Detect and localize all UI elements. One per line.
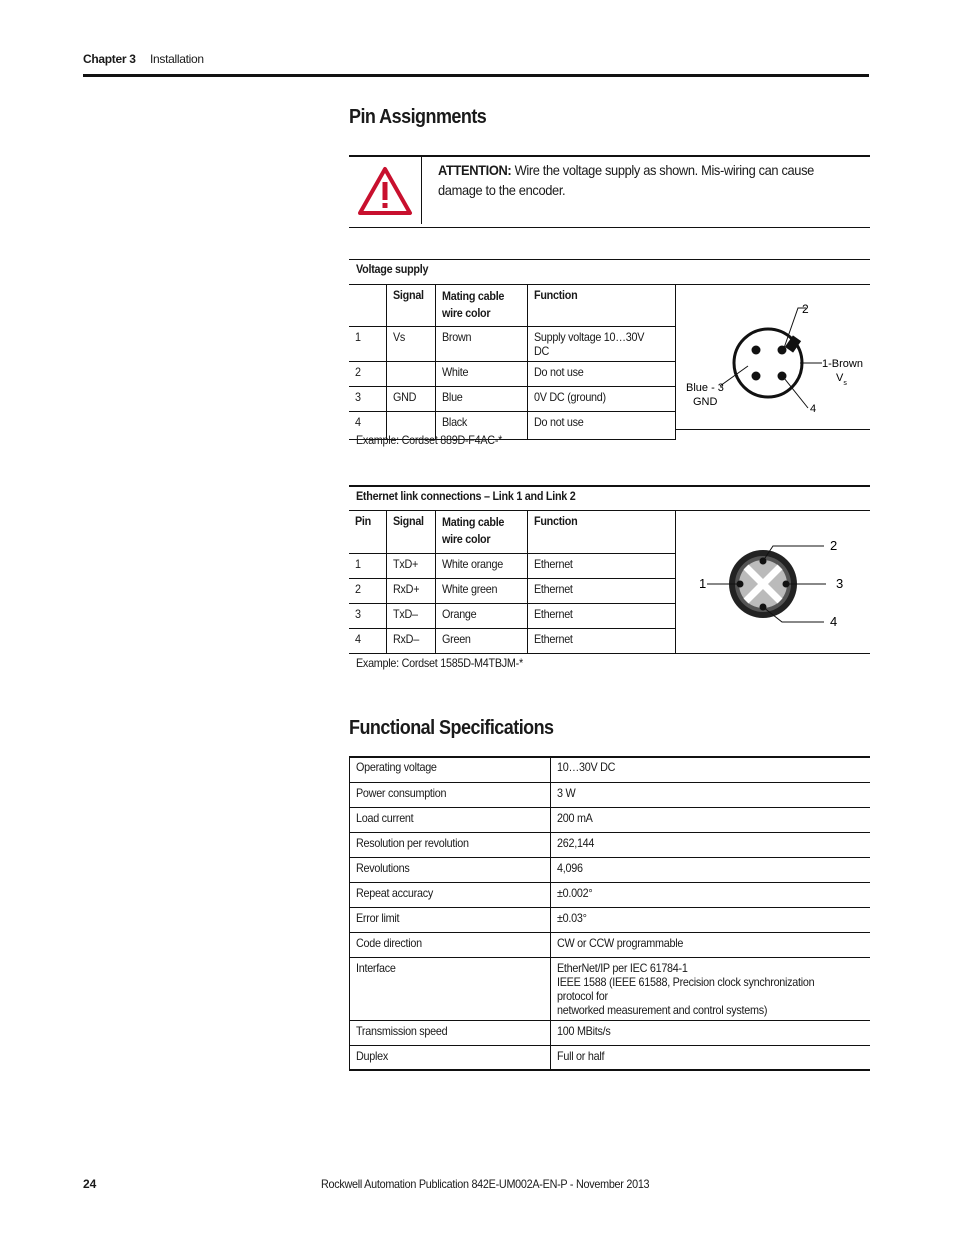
- pin3-label: Blue - 3: [686, 382, 724, 394]
- spec-value: 10…30V DC: [550, 757, 870, 782]
- spec-value: Full or half: [550, 1045, 870, 1070]
- voltage-example: Example: Cordset 889D-F4AC-*: [356, 433, 503, 447]
- table-cell: Blue: [436, 387, 528, 412]
- spec-name: Power consumption: [350, 782, 551, 807]
- table-row: [349, 554, 676, 579]
- spec-row: [350, 932, 871, 957]
- eth-pin2-label: 2: [830, 538, 838, 553]
- table-cell: RxD+: [387, 579, 436, 604]
- spec-name: Error limit: [350, 907, 551, 932]
- table-cell: TxD–: [387, 604, 436, 629]
- header-cell: [349, 285, 387, 327]
- table-cell: Ethernet: [528, 629, 676, 654]
- table-row: [349, 579, 676, 604]
- spec-row: [350, 832, 871, 857]
- table-cell: 3: [349, 387, 387, 412]
- spec-row: [350, 907, 871, 932]
- ethernet-example: Example: Cordset 1585D-M4TBJM-*: [356, 656, 523, 670]
- spec-value: ±0.03°: [550, 907, 870, 932]
- eth-pin3-label: 3: [836, 576, 844, 591]
- table-cell: 3: [349, 604, 387, 629]
- page-number: 24: [83, 1177, 97, 1191]
- eth-pin1-label: 1: [699, 576, 707, 591]
- table-row: [349, 629, 676, 654]
- spec-name: Operating voltage: [350, 757, 551, 782]
- spec-name: Resolution per revolution: [350, 832, 551, 857]
- voltage-connector-diagram: [676, 290, 866, 420]
- ethernet-diagram-bottom-rule: [675, 653, 870, 654]
- voltage-table-top-rule: [349, 259, 870, 260]
- table-cell: Ethernet: [528, 554, 676, 579]
- functional-specs-title: Functional Specifications: [349, 717, 554, 739]
- spec-value: 100 MBits/s: [550, 1020, 870, 1045]
- voltage-diagram-bottom-rule: [675, 429, 870, 430]
- attention-label: ATTENTION:: [438, 162, 512, 178]
- table-row: [349, 604, 676, 629]
- table-cell: Brown: [436, 327, 528, 362]
- header-cell: Mating cable wire color: [436, 511, 528, 554]
- table-cell: Do not use: [528, 362, 676, 387]
- spec-name: Load current: [350, 807, 551, 832]
- voltage-table-title: Voltage supply: [356, 262, 429, 276]
- table-cell: 1: [349, 327, 387, 362]
- warning-icon: [357, 166, 413, 216]
- spec-name: Transmission speed: [350, 1020, 551, 1045]
- attention-message: Wire the voltage supply as shown. Mis-wiring can cause damage to the encoder.: [438, 162, 814, 198]
- table-cell: White: [436, 362, 528, 387]
- spec-value: 200 mA: [550, 807, 870, 832]
- spec-name: Revolutions: [350, 857, 551, 882]
- voltage-supply-table: [349, 284, 676, 440]
- table-header-row: [349, 285, 676, 327]
- pin1-label: 1-Brown: [822, 358, 863, 370]
- gnd-label: GND: [693, 396, 718, 408]
- table-cell: 4: [349, 412, 387, 440]
- table-row: [349, 362, 676, 387]
- functional-specs-table: [349, 757, 870, 1071]
- table-cell: Ethernet: [528, 604, 676, 629]
- spec-name: Repeat accuracy: [350, 882, 551, 907]
- spec-value: 262,144: [550, 832, 870, 857]
- table-cell: GND: [387, 387, 436, 412]
- spec-row: [350, 757, 871, 782]
- table-cell: TxD+: [387, 554, 436, 579]
- table-cell: White orange: [436, 554, 528, 579]
- eth-pin4-label: 4: [830, 614, 838, 629]
- pin-assignments-title: Pin Assignments: [349, 106, 487, 128]
- table-row: [349, 387, 676, 412]
- spec-name: Duplex: [350, 1045, 551, 1070]
- attention-divider: [421, 156, 422, 224]
- spec-row: [350, 807, 871, 832]
- table-cell: 1: [349, 554, 387, 579]
- header-cell: Mating cable wire color: [436, 285, 528, 327]
- table-cell: Green: [436, 629, 528, 654]
- header-cell: Function: [528, 285, 676, 327]
- spec-value: EtherNet/IP per IEC 61784-1 IEEE 1588 (IEEE 61588, Precision clock synchronization protocol for networked measurement and control systems): [550, 957, 870, 1020]
- spec-name: Interface: [350, 957, 551, 1020]
- publication-footer: Rockwell Automation Publication 842E-UM002A-EN-P - November 2013: [321, 1177, 650, 1191]
- chapter-label: Chapter 3: [83, 52, 136, 66]
- table-cell: Supply voltage 10…30V DC: [528, 327, 676, 362]
- header-cell: Function: [528, 511, 676, 554]
- spec-row: [350, 957, 871, 1020]
- spec-row: [350, 882, 871, 907]
- table-cell: Do not use: [528, 412, 676, 440]
- ethernet-connector-diagram: [676, 530, 866, 640]
- table-cell: 0V DC (ground): [528, 387, 676, 412]
- spec-name: Code direction: [350, 932, 551, 957]
- spec-row: [350, 1045, 871, 1070]
- header-rule: [83, 74, 869, 77]
- table-cell: 4: [349, 629, 387, 654]
- section-label: Installation: [150, 52, 204, 66]
- vs-label: $V_s$: [836, 372, 847, 387]
- ethernet-table-top-rule: [349, 485, 870, 487]
- spec-value: ±0.002°: [550, 882, 870, 907]
- pin2-label: 2: [802, 302, 809, 316]
- spec-row: [350, 782, 871, 807]
- table-cell: Ethernet: [528, 579, 676, 604]
- spec-row: [350, 857, 871, 882]
- table-header-row: [349, 511, 676, 554]
- header-cell: Pin: [349, 511, 387, 554]
- table-cell: Vs: [387, 327, 436, 362]
- header-cell: Signal: [387, 285, 436, 327]
- table-cell: [387, 362, 436, 387]
- table-cell: RxD–: [387, 629, 436, 654]
- ethernet-table-title: Ethernet link connections – Link 1 and Link 2: [356, 489, 576, 503]
- table-cell: Orange: [436, 604, 528, 629]
- table-row: [349, 327, 676, 362]
- spec-value: 4,096: [550, 857, 870, 882]
- ethernet-table: [349, 510, 676, 654]
- spec-value: 3 W: [550, 782, 870, 807]
- attention-text: [438, 160, 824, 200]
- spec-value: CW or CCW programmable: [550, 932, 870, 957]
- table-cell: White green: [436, 579, 528, 604]
- table-cell: 2: [349, 579, 387, 604]
- pin4-label: 4: [810, 403, 817, 415]
- spec-row: [350, 1020, 871, 1045]
- table-cell: 2: [349, 362, 387, 387]
- header-cell: Signal: [387, 511, 436, 554]
- table-cell: Black: [436, 412, 528, 440]
